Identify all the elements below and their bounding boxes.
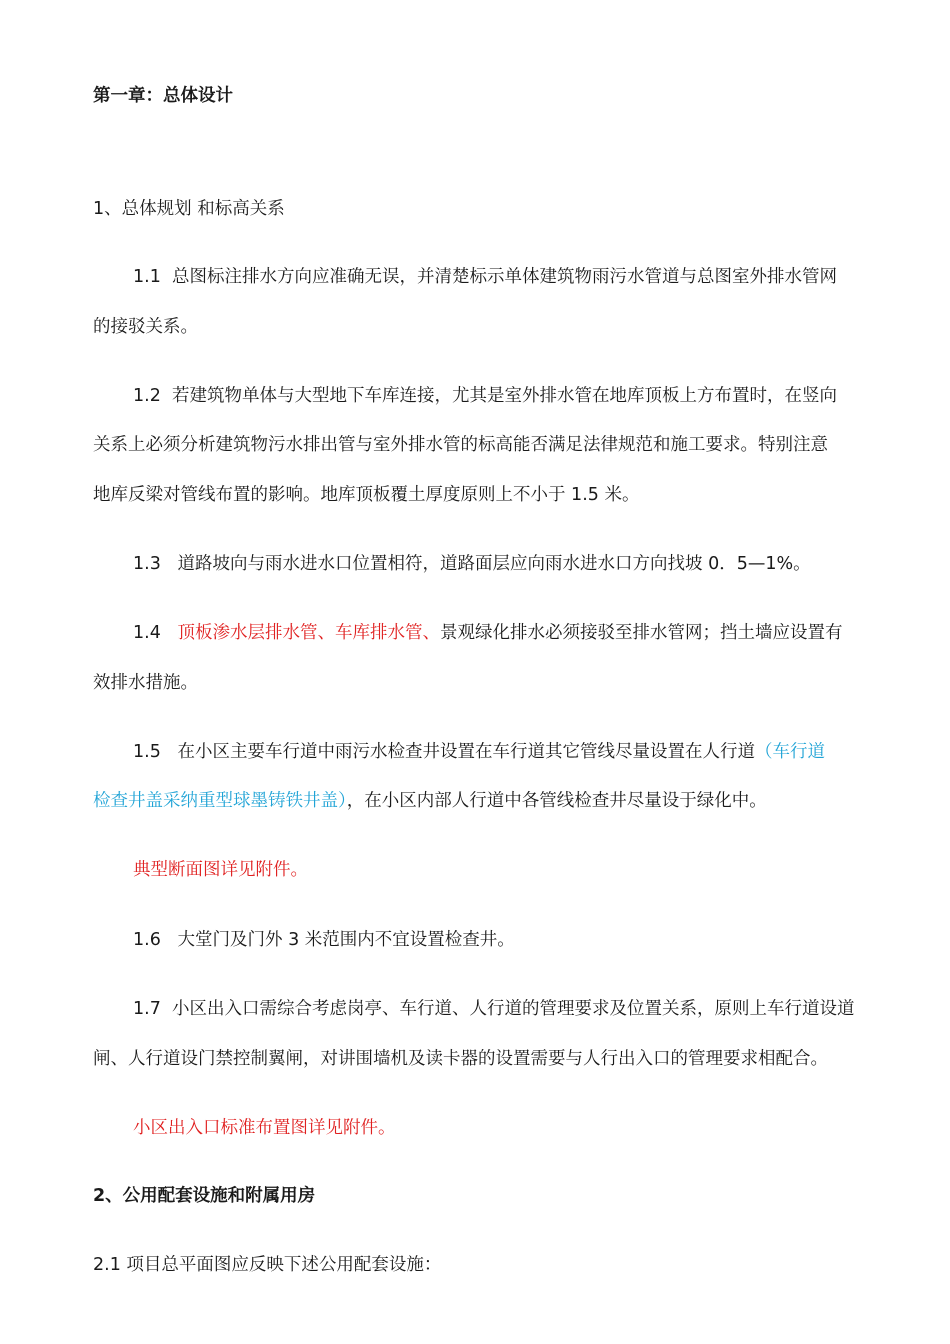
paragraph-text: ，在小区内部人行道中各管线检查井尽量设于绿化中。 <box>346 791 767 811</box>
paragraph-1-1-line-2: 的接驳关系。 <box>93 317 198 337</box>
paragraph-1-4-line-2: 效排水措施。 <box>93 673 198 693</box>
item-number: 1.6 <box>133 930 161 950</box>
paragraph-1-2-line-2: 关系上必须分析建筑物污水排出管与室外排水管的标高能否满足法律规范和施工要求。特别注意 <box>93 435 828 455</box>
paragraph-1-7-line-2: 闸、人行道设门禁控制翼闸，对讲围墙机及读卡器的设置需要与人行出入口的管理要求相配合。 <box>93 1049 828 1069</box>
paragraph-text: 总图标注排水方向应准确无误，并清楚标示单体建筑物雨污水管道与总图室外排水管网 <box>171 267 837 287</box>
paragraph-1-3 <box>93 538 941 590</box>
paragraph-text: 小区出入口需综合考虑岗亭、车行道、人行道的管理要求及位置关系，原则上车行道设道 <box>171 999 855 1019</box>
paragraph-text: 景观绿化排水必须接驳至排水管网；挡土墙应设置有 <box>440 623 843 643</box>
item-number: 1.3 <box>133 554 161 574</box>
section-1-heading: 1、总体规划 和标高关系 <box>93 199 285 219</box>
chapter-title: 第一章：总体设计 <box>93 86 233 106</box>
item-number: 1.2 <box>133 386 161 406</box>
paragraph-1-4-line-1 <box>93 607 941 659</box>
highlight-cyan-text: （车行道 <box>755 742 826 762</box>
paragraph-text: 若建筑物单体与大型地下车库连接，尤其是室外排水管在地库顶板上方布置时，在竖向 <box>171 386 837 406</box>
section-2-1-text: 2.1 项目总平面图应反映下述公用配套设施： <box>93 1255 442 1275</box>
item-number: 1.4 <box>133 623 161 643</box>
paragraph-text: 道路坡向与雨水进水口位置相符，道路面层应向雨水进水口方向找坡 0．5—1%。 <box>177 554 811 574</box>
paragraph-1-1-line-1 <box>93 251 941 303</box>
highlight-red-text: 顶板渗水层排水管、车库排水管、 <box>177 623 441 643</box>
item-number: 1.1 <box>133 267 161 287</box>
paragraph-1-6 <box>93 914 941 966</box>
item-number: 1.7 <box>133 999 161 1019</box>
paragraph-1-7-line-1 <box>93 983 941 1035</box>
paragraph-text: 大堂门及门外 3 米范围内不宜设置检查井。 <box>177 930 515 950</box>
paragraph-text: 在小区主要车行道中雨污水检查井设置在车行道其它管线尽量设置在人行道 <box>177 742 756 762</box>
paragraph-1-2-line-3: 地库反梁对管线布置的影响。地库顶板覆土厚度原则上不小于 1.5 米。 <box>93 485 640 505</box>
paragraph-1-5-line-2 <box>93 775 901 827</box>
section-2-heading: 2、公用配套设施和附属用房 <box>93 1186 316 1206</box>
item-number: 1.5 <box>133 742 161 762</box>
highlight-cyan-text: 检查井盖采纳重型球墨铸铁井盖） <box>93 791 347 811</box>
paragraph-1-5-line-1 <box>93 726 941 778</box>
paragraph-1-2-line-1 <box>93 370 941 422</box>
note-typical-section: 典型断面图详见附件。 <box>133 860 308 880</box>
note-entrance-layout: 小区出入口标准布置图详见附件。 <box>133 1118 396 1138</box>
